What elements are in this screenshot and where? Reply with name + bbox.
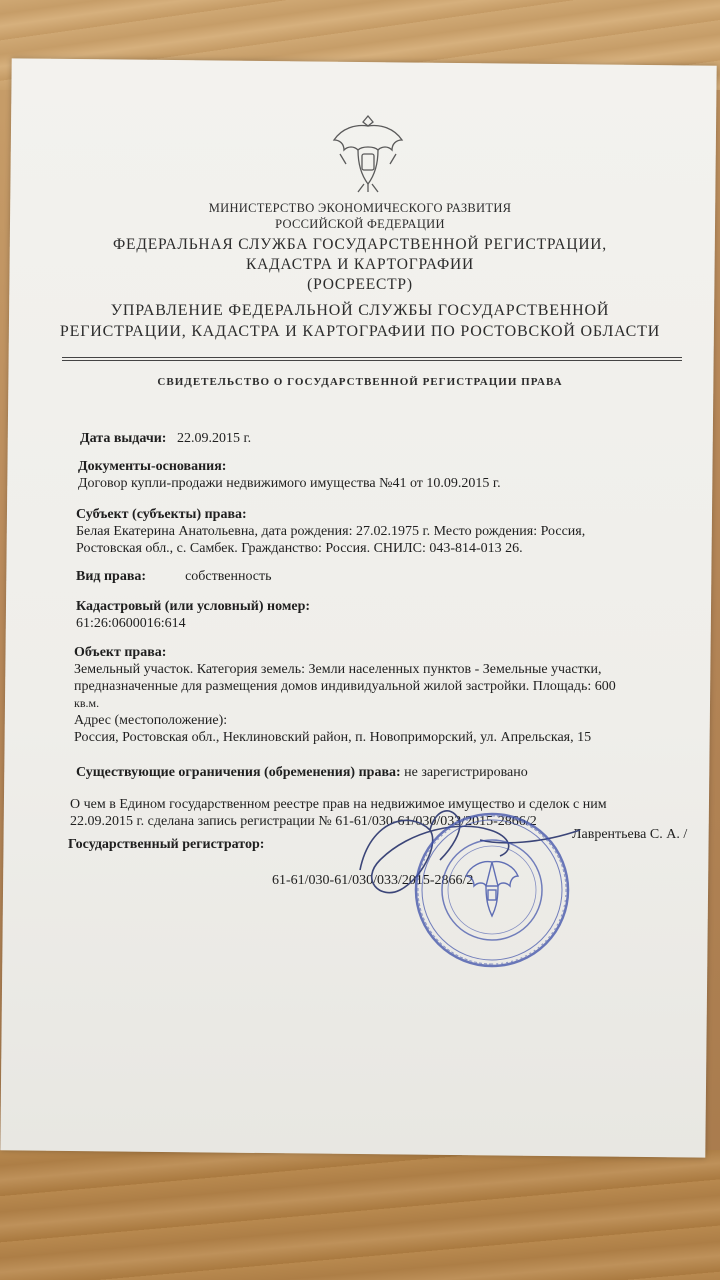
object-line-3: кв.м. xyxy=(74,696,100,710)
restrictions-label: Существующие ограничения (обременения) права: xyxy=(76,765,401,780)
department-line-2: РЕГИСТРАЦИИ, КАДАСТРА И КАРТОГРАФИИ ПО РОСТОВСКОЙ ОБЛАСТИ xyxy=(59,323,661,340)
cadastral-value: 61:26:0600016:614 xyxy=(76,616,186,631)
registrar-label-text: Государственный регистратор: xyxy=(68,837,265,852)
certificate-title: СВИДЕТЕЛЬСТВО О ГОСУДАРСТВЕННОЙ РЕГИСТРАЦИИ ПРАВА xyxy=(157,376,563,388)
record-line-2: 22.09.2015 г. сделана запись регистрации № 61-61/030-61/030/033/2015-2866/2 xyxy=(70,814,537,829)
subjects-line-2: Ростовская обл., с. Самбек. Гражданство: Россия. СНИЛС: 043-814-013 26. xyxy=(76,541,523,556)
documents-section xyxy=(78,458,678,492)
restrictions-value: не зарегистрировано xyxy=(404,765,528,780)
department-header xyxy=(0,300,720,342)
service-line-1: ФЕДЕРАЛЬНАЯ СЛУЖБА ГОСУДАРСТВЕННОЙ РЕГИСТРАЦИИ, xyxy=(113,236,607,253)
header-divider-2 xyxy=(62,360,682,361)
documents-label: Документы-основания: xyxy=(78,459,227,474)
record-number: 61-61/030-61/030/033/2015-2866/2 xyxy=(272,873,474,888)
object-line-1: Земельный участок. Категория земель: Земли населенных пунктов - Земельные участки, xyxy=(74,662,602,677)
service-line-2: КАДАСТРА И КАРТОГРАФИИ xyxy=(246,256,474,273)
service-header xyxy=(0,235,720,295)
address-value: Россия, Ростовская обл., Неклиновский район, п. Новоприморский, ул. Апрельская, 15 xyxy=(74,730,592,745)
documents-value: Договор купли-продажи недвижимого имущества №41 от 10.09.2015 г. xyxy=(78,476,501,491)
subjects-line-1: Белая Екатерина Анатольевна, дата рождения: 27.02.1975 г. Место рождения: Россия, xyxy=(76,524,586,539)
coat-of-arms-icon xyxy=(328,110,408,196)
cadastral-section xyxy=(76,598,676,632)
ministry-line-2: РОССИЙСКОЙ ФЕДЕРАЦИИ xyxy=(275,217,445,231)
issue-date-row xyxy=(80,430,680,447)
registrar-name: Лаврентьева С. А. / xyxy=(572,827,688,842)
object-label: Объект права: xyxy=(74,645,167,660)
cadastral-label: Кадастровый (или условный) номер: xyxy=(76,599,311,614)
subjects-section xyxy=(76,506,676,557)
object-section xyxy=(74,644,674,746)
ministry-header xyxy=(0,200,720,232)
department-line-1: УПРАВЛЕНИЕ ФЕДЕРАЛЬНОЙ СЛУЖБЫ ГОСУДАРСТВЕННОЙ xyxy=(110,302,610,319)
service-line-3: (РОСРЕЕСТР) xyxy=(307,276,413,293)
right-type-row xyxy=(76,568,676,585)
header-divider xyxy=(62,357,682,358)
object-line-2: предназначенные для размещения домов индивидуальной жилой застройки. Площадь: 600 xyxy=(74,679,616,694)
official-stamp-seal xyxy=(412,810,572,970)
address-label: Адрес (местоположение): xyxy=(74,713,228,728)
ministry-line-1: МИНИСТЕРСТВО ЭКОНОМИЧЕСКОГО РАЗВИТИЯ xyxy=(208,201,512,215)
record-line-1: О чем в Едином государственном реестре прав на недвижимое имущество и сделок с ним xyxy=(70,797,607,812)
issue-date-label: Дата выдачи: xyxy=(80,431,167,446)
issue-date-value: 22.09.2015 г. xyxy=(176,431,252,446)
right-type-value: собственность xyxy=(185,569,272,584)
right-type-label: Вид права: xyxy=(76,569,147,584)
restrictions-row xyxy=(76,764,676,781)
wooden-table-bottom xyxy=(0,1150,720,1280)
subjects-label: Субъект (субъекты) права: xyxy=(76,507,247,522)
